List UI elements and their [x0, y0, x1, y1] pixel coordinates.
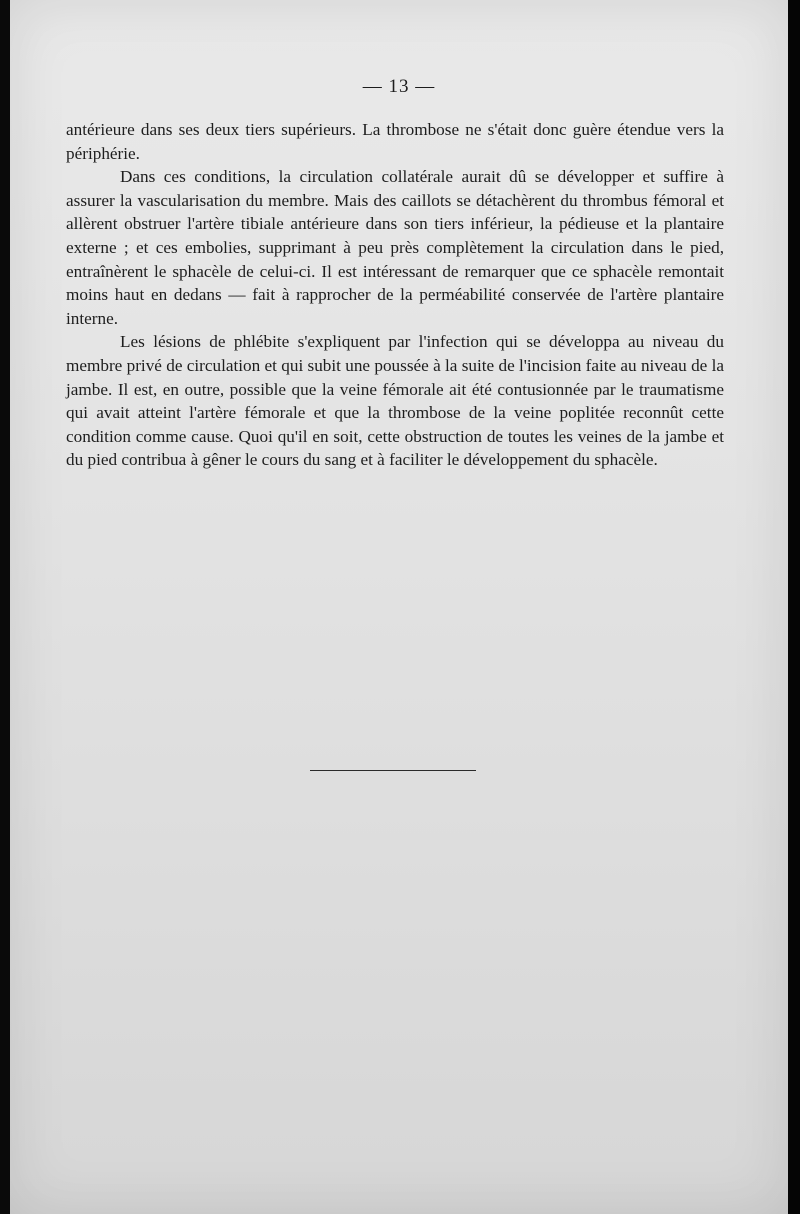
- paragraph-continuation: antérieure dans ses deux tiers supérieurs. La thrombose ne s'était donc guère étendue vers la périphérie.: [66, 120, 724, 163]
- page-number: — 13 —: [362, 76, 436, 97]
- body-text: [66, 118, 724, 472]
- paragraph-circulation: Dans ces conditions, la circulation collatérale aurait dû se développer et suffire à assurer la vascularisation du membre. Mais des caillots se détachèrent du thrombus fémoral et allèrent obstruer l'artère tibiale antérieure dans son tiers inférieur, la pédieuse et la plantaire externe ; et ces embolies, supprimant à peu près complètement la circulation dans le pied, entraînèrent le sphacèle de celui-ci. Il est intéressant de remarquer que ce sphacèle remontait moins haut en dedans — fait à rapprocher de la perméabilité conservée de l'artère plantaire interne.: [66, 167, 724, 328]
- document-page: [10, 0, 788, 1214]
- scan-edge: [788, 0, 800, 1214]
- paragraph-phlebite: Les lésions de phlébite s'expliquent par l'infection qui se développa au niveau du membre privé de circulation et qui subit une poussée à la suite de l'incision faite au niveau de la jambe. Il est, en outre, possible que la veine fémorale ait été contusionnée par le traumatisme qui avait atteint l'artère fémorale et que la thrombose de la veine poplitée reconnût cette condition comme cause. Quoi qu'il en soit, cette obstruction de toutes les veines de la jambe et du pied contribua à gêner le cours du sang et à faciliter le développement du sphacèle.: [66, 332, 724, 470]
- section-divider-rule: [310, 770, 476, 771]
